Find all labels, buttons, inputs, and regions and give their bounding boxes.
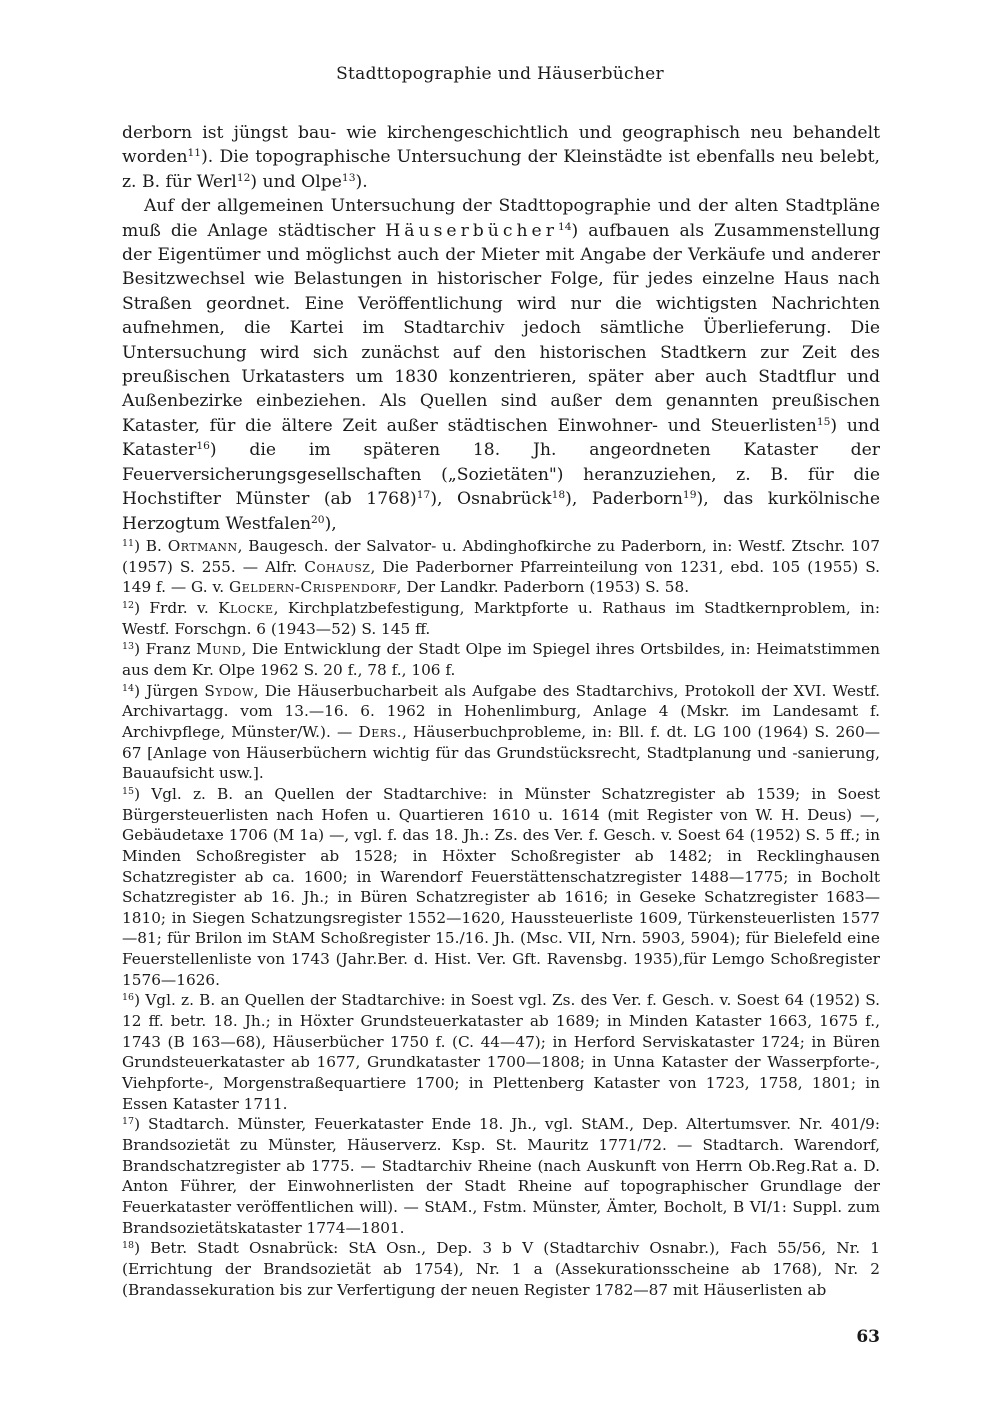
- text-run: ) B.: [134, 537, 168, 555]
- text-run: ), Osnabrück: [430, 489, 552, 510]
- text-run: , Häuserbuchprobleme, in: Bll. f. dt. LG 100 (1964) S. 260—67 [Anlage von Häuserbüchern wichtig für das Grundstücksrecht, Stadtplanung und -sanierung, Bauaufsicht usw.].: [122, 722, 880, 783]
- text-run: , Kirchplatzbefestigung, Marktpforte u. Rathaus im Stadtkernproblem, in: Westf. Forschgn. 6 (1943—52) S. 145 ff.: [122, 598, 880, 638]
- text-run: ).: [355, 171, 368, 192]
- footnote-11: [122, 536, 880, 598]
- footnote-number: 14: [122, 682, 135, 694]
- footnote-reference: 18: [551, 488, 566, 502]
- text-run: ), Paderborn: [565, 489, 683, 510]
- body-paragraph: [122, 194, 880, 536]
- text-run: derborn ist jüngst bau- wie kirchengeschichtlich und geographisch neu behandelt worden: [122, 123, 880, 168]
- footnote-reference: 20: [311, 512, 325, 526]
- footnote-12: [122, 598, 880, 639]
- spaced-emphasis: Häuserbücher: [385, 220, 558, 241]
- text-run: ) und Kataster: [122, 415, 881, 461]
- footnote-13: [122, 639, 880, 680]
- footnote-number: 13: [122, 641, 135, 653]
- author-name: Geldern-Crispendorf: [229, 578, 397, 597]
- footnote-number: 18: [122, 1240, 135, 1252]
- footnote-number: 12: [122, 599, 135, 611]
- text-run: ) Vgl. z. B. an Quellen der Stadtarchive: in Soest vgl. Zs. des Ver. f. Gesch. v. Soest 64 (1952) S. 12 ff. betr. 18. Jh.; in Höxter Grundsteuerkataster ab 1689; in Minden Kataster 1663, 1675 f., 1743 (B 163—68), Häuserbücher 1750 f. (C. 44—47); in Herford Serviskataster 1724; in Büren Grundsteuerkataster ab 1677, Grundkataster 1700—1808; in Unna Kataster der Wasserpforte-, Viehpforte-, Morgenstraßequartiere 1700; in Plettenberg Kataster von 1723, 1758, 1801; in Essen Kataster 1711.: [122, 991, 880, 1113]
- text-run: Auf der allgemeinen Untersuchung der Stadttopographie und der alten Stadtpläne muß die Anlage städtischer: [122, 196, 880, 241]
- author-name: Ortmann: [167, 537, 238, 555]
- text-run: , Baugesch. der Salvator- u. Abdinghofkirche zu Paderborn, in: Westf. Ztschr. 107 (1957) S. 255. — Alfr.: [122, 537, 881, 576]
- running-head: Stadttopographie und Häuserbücher: [336, 64, 664, 84]
- footnote-reference: 11: [187, 146, 202, 160]
- text-run: ) Vgl. z. B. an Quellen der Stadtarchive: in Münster Schatzregister ab 1539; in Soest Bürgersteuerlisten nach Hofen u. Quartieren 1610 u. 1614 (mit Register von W. H. Deus) —, Gebäudetaxe 1706 (M 1a) —, vgl. f. das 18. Jh.: Zs. des Ver. f. Gesch. v. Soest 64 (1952) S. 5 ff.; in Minden Schoßregister ab 1528; in Höxter Schoßregister ab 1482; in Recklinghausen Schatzregister ab ca. 1600; in Warendorf Feuerstättenschatzregister 1488—1775; in Bocholt Schatzregister ab 16. Jh.; in Büren Schatzregister ab 1616; in Geseke Schatzregister 1683—1810; in Siegen Schatzungsregister 1552—1620, Haussteuerliste 1609, Türkensteuerlisten 1577—81; für Brilon im StAM Schoßregister 15./16. Jh. (Msc. VII, Nrn. 5903, 5904); für Bielefeld eine Feuerstellenliste von 1743 (Jahr.Ber. d. Hist. Ver. Gft. Ravensbg. 1935),für Lemgo Schoßregister 1576—1626.: [122, 784, 880, 989]
- text-run: , Der Landkr. Paderborn (1953) S. 58.: [396, 578, 690, 597]
- author-name: Klocke: [218, 598, 274, 617]
- footnote-18: [122, 1238, 880, 1300]
- footnote-14: [122, 681, 880, 784]
- author-name: Cohausz: [304, 557, 371, 576]
- text-run: ) Betr. Stadt Osnabrück: StA Osn., Dep. 3 b V (Stadtarchiv Osnabr.), Fach 55/56, Nr. 1 (Errichtung der Brandsozietät ab 1754), Nr. 1 a (Assekurationsscheine ab 1768), Nr. 2 (Brandassekuration bis zur Verfertigung der neuen Register 1782—87 mit Häuserlisten ab: [122, 1239, 880, 1299]
- text-run: , Die Entwicklung der Stadt Olpe im Spiegel ihres Ortsbildes, in: Heimatstimmen aus dem Kr. Olpe 1962 S. 20 f., 78 f., 106 f.: [122, 640, 881, 679]
- footnote-16: [122, 990, 880, 1114]
- footnote-reference: 16: [196, 439, 210, 453]
- footnote-number: 16: [122, 992, 135, 1004]
- footnote-15: [122, 784, 880, 991]
- page-number: 63: [856, 1327, 880, 1347]
- footnote-reference: 15: [816, 415, 831, 429]
- footnote-number: 17: [122, 1116, 135, 1128]
- text-run: ), das kurkölnische Herzogtum Westfalen: [122, 489, 880, 534]
- text-run: ) und Olpe: [250, 171, 342, 192]
- text-run: ) aufbauen als Zusammenstellung der Eigentümer und möglichst auch der Mieter mit Angabe der Verkäufe und anderer Besitzwechsel wie Belastungen in historischer Folge, für jedes einzelne Haus nach Straßen geordnet. Eine Veröffentlichung wird nur die wichtigsten Nachrichten aufnehmen, die Kartei im Stadtarchiv jedoch sämtliche Überlieferung. Die Untersuchung wird sich zunächst auf den historischen Stadtkern zur Zeit des preußischen Urkatasters um 1830 konzentrieren, später aber auch Stadtflur und Außenbezirke einbeziehen. Als Quellen sind außer dem genannten preußischen Kataster, für die ältere Zeit außer städtischen Einwohner- und Steuerlisten: [122, 220, 880, 436]
- text-run: ) die im späteren 18. Jh. angeordneten Kataster der Feuerversicherungsgesellschaften („Sozietäten") heranzuziehen, z. B. für die Hochstifter Münster (ab 1768): [122, 440, 880, 510]
- text-run: , Die Häuserbucharbeit als Aufgabe des Stadtarchivs, Protokoll der XVI. Westf. Archivartagg. vom 13.—16. 6. 1962 in Hohenlimburg, Anlage 4 (Mskr. im Landesamt f. Archivpflege, Münster/W.). —: [122, 681, 880, 741]
- footnote-reference: 14: [557, 219, 572, 233]
- body-text: [122, 121, 880, 536]
- footnote-reference: 12: [236, 170, 251, 184]
- text-run: ). Die topographische Untersuchung der Kleinstädte ist ebenfalls neu belebt, z. B. für Werl: [122, 147, 880, 192]
- text-run: ) Stadtarch. Münster, Feuerkataster Ende 18. Jh., vgl. StAM., Dep. Altertumsver. Nr. 401/9: Brandsozietät zu Münster, Häuserverz. Ksp. St. Mauritz 1771/72. — Stadtarch. Warendorf, Brandschatzregister ab 1775. — Stadtarchiv Rheine (nach Auskunft von Herrn Ob.Reg.Rat a. D. Anton Führer, der Einwohnerlisten der Stadt Rheine auf topographischer Grundlage der Feuerkataster veröffentlichen will). — StAM., Fstm. Münster, Ämter, Bocholt, B VI/1: Suppl. zum Brandsozietätskataster 1774—1801.: [122, 1115, 880, 1237]
- author-name: Sydow: [204, 681, 254, 700]
- footnote-17: [122, 1114, 880, 1238]
- footnotes: [122, 536, 880, 1300]
- text-run: ),: [324, 513, 337, 534]
- text-run: ) Frdr. v.: [134, 598, 219, 617]
- body-paragraph: [122, 121, 880, 194]
- text-run: , Die Paderborner Pfarreinteilung von 1231, ebd. 105 (1955) S. 149 f. — G. v.: [122, 557, 880, 597]
- footnote-number: 15: [122, 785, 135, 797]
- author-name: Mund: [196, 640, 242, 659]
- author-name: Ders.: [358, 722, 403, 741]
- text-run: ) Jürgen: [134, 681, 205, 700]
- footnote-reference: 17: [416, 488, 431, 502]
- text-run: ) Franz: [134, 640, 197, 659]
- footnote-reference: 19: [682, 488, 697, 502]
- footnote-reference: 13: [341, 170, 356, 184]
- footnote-number: 11: [122, 537, 135, 549]
